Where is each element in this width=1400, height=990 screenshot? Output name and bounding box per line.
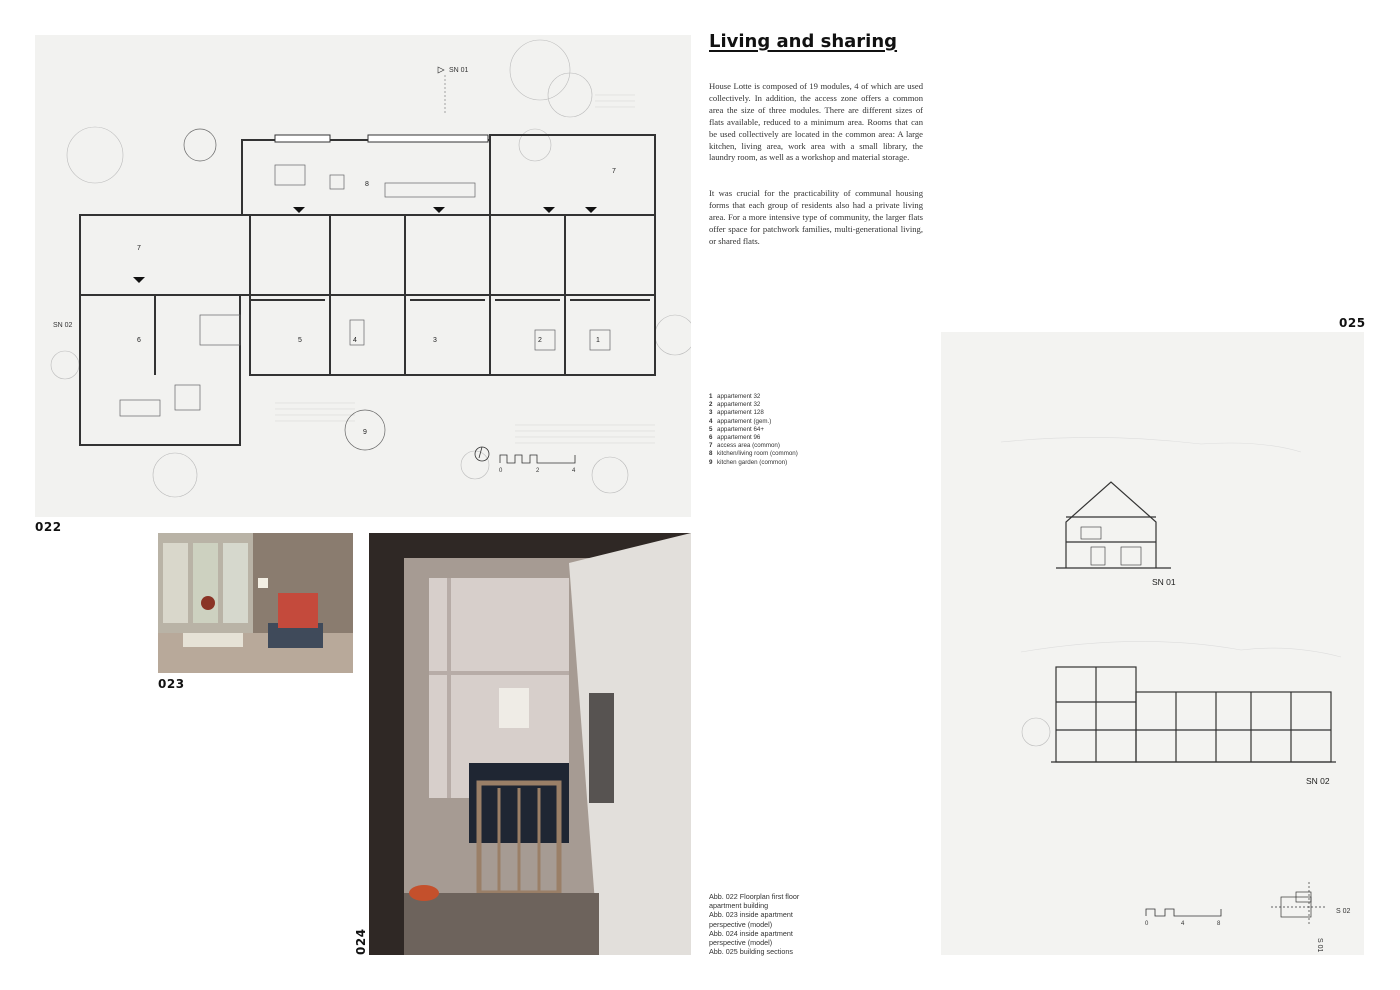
room-6: 6 [137, 337, 141, 344]
sections-scale-8: 8 [1217, 921, 1221, 927]
scale-label-4: 4 [572, 468, 576, 474]
model-corridor-photo [369, 533, 691, 955]
key-label-s02: S 02 [1336, 908, 1351, 915]
section-marker-sn02: SN 02 [53, 322, 73, 329]
room-1: 1 [596, 337, 600, 344]
sections-scale-bar [1146, 909, 1221, 916]
sections-scale-0: 0 [1145, 921, 1149, 927]
building-sections-drawing [941, 332, 1364, 955]
room-9: 9 [363, 429, 367, 436]
room-numbers [137, 168, 616, 436]
legend-item: 9 kitchen garden (common) [709, 458, 788, 466]
scale-bar [500, 455, 575, 463]
sections-figure [941, 332, 1364, 955]
legend-item: 3 appartement 128 [709, 409, 764, 417]
figure-label-024: 024 [354, 928, 368, 955]
legend-item: 2 appartement 32 [709, 401, 761, 409]
page-title: Living and sharing [709, 31, 898, 52]
tree-icon [1022, 718, 1050, 746]
section-label-sn02: SN 02 [1306, 776, 1330, 786]
room-7-west: 7 [137, 245, 141, 252]
plan-legend [709, 393, 809, 467]
figure-label-025: 025 [1339, 316, 1366, 330]
photo-023 [158, 533, 353, 673]
vegetation [51, 40, 691, 497]
room-7-east: 7 [612, 168, 616, 175]
model-interior-photo [158, 533, 353, 673]
scale-label-0: 0 [499, 468, 503, 474]
section-key-plan [1271, 882, 1326, 924]
caption-022: Abb. 022 Floorplan first floor apartment building [709, 892, 800, 911]
body-paragraph-1: House Lotte is composed of 19 modules, 4 of which are used collectively. In addition, the access zone offers a common area the size of three modules. There are different sizes of flats available, reduced to a minimum area. Rooms that can be used collectively are located in the common area: A large kitchen, living area, work area with a small library, the laundry room, as well as a workshop and material storage. [709, 81, 923, 163]
ground-hatch [275, 95, 655, 443]
room-4: 4 [353, 337, 357, 344]
figure-label-023: 023 [158, 677, 185, 691]
room-3: 3 [433, 337, 437, 344]
legend-item: 5 appartement 64+ [709, 425, 764, 433]
section-arrow-icon [438, 67, 444, 73]
floorplan-figure [35, 35, 691, 517]
sections-scale-4: 4 [1181, 921, 1185, 927]
scale-label-2: 2 [536, 468, 540, 474]
key-label-s01: S 01 [1316, 938, 1323, 953]
room-5: 5 [298, 337, 302, 344]
caption-023: Abb. 023 inside apartment perspective (model) [709, 910, 793, 929]
section-marker-sn01: SN 01 [449, 67, 469, 74]
legend-item: 4 appartement (gem.) [709, 417, 772, 425]
legend-item: 8 kitchen/living room (common) [709, 450, 798, 458]
furniture [120, 129, 610, 450]
section-sn01 [1056, 482, 1171, 568]
figure-captions [709, 892, 819, 956]
room-2: 2 [538, 337, 542, 344]
caption-024: Abb. 024 inside apartment perspective (model) [709, 928, 793, 948]
photo-024 [369, 533, 691, 955]
section-label-sn01: SN 01 [1152, 577, 1176, 587]
room-8: 8 [365, 181, 369, 188]
body-paragraph-2: It was crucial for the practicability of communal housing forms that each group of residents also had a private living area. For a more intensive type of community, the larger flats offer space for patchwork families, multi-generational living, or shared flats. [709, 188, 923, 246]
caption-025: Abb. 025 building sections [709, 947, 793, 957]
floorplan-drawing [35, 35, 691, 517]
section-sn02 [1051, 667, 1336, 762]
figure-label-022: 022 [35, 520, 62, 534]
legend-item: 1 appartement 32 [709, 393, 761, 400]
entry-markers [133, 207, 597, 283]
legend-item: 6 appartement 96 [709, 434, 761, 442]
legend-item: 7 access area (common) [709, 442, 780, 450]
north-arrow-icon [475, 447, 489, 461]
